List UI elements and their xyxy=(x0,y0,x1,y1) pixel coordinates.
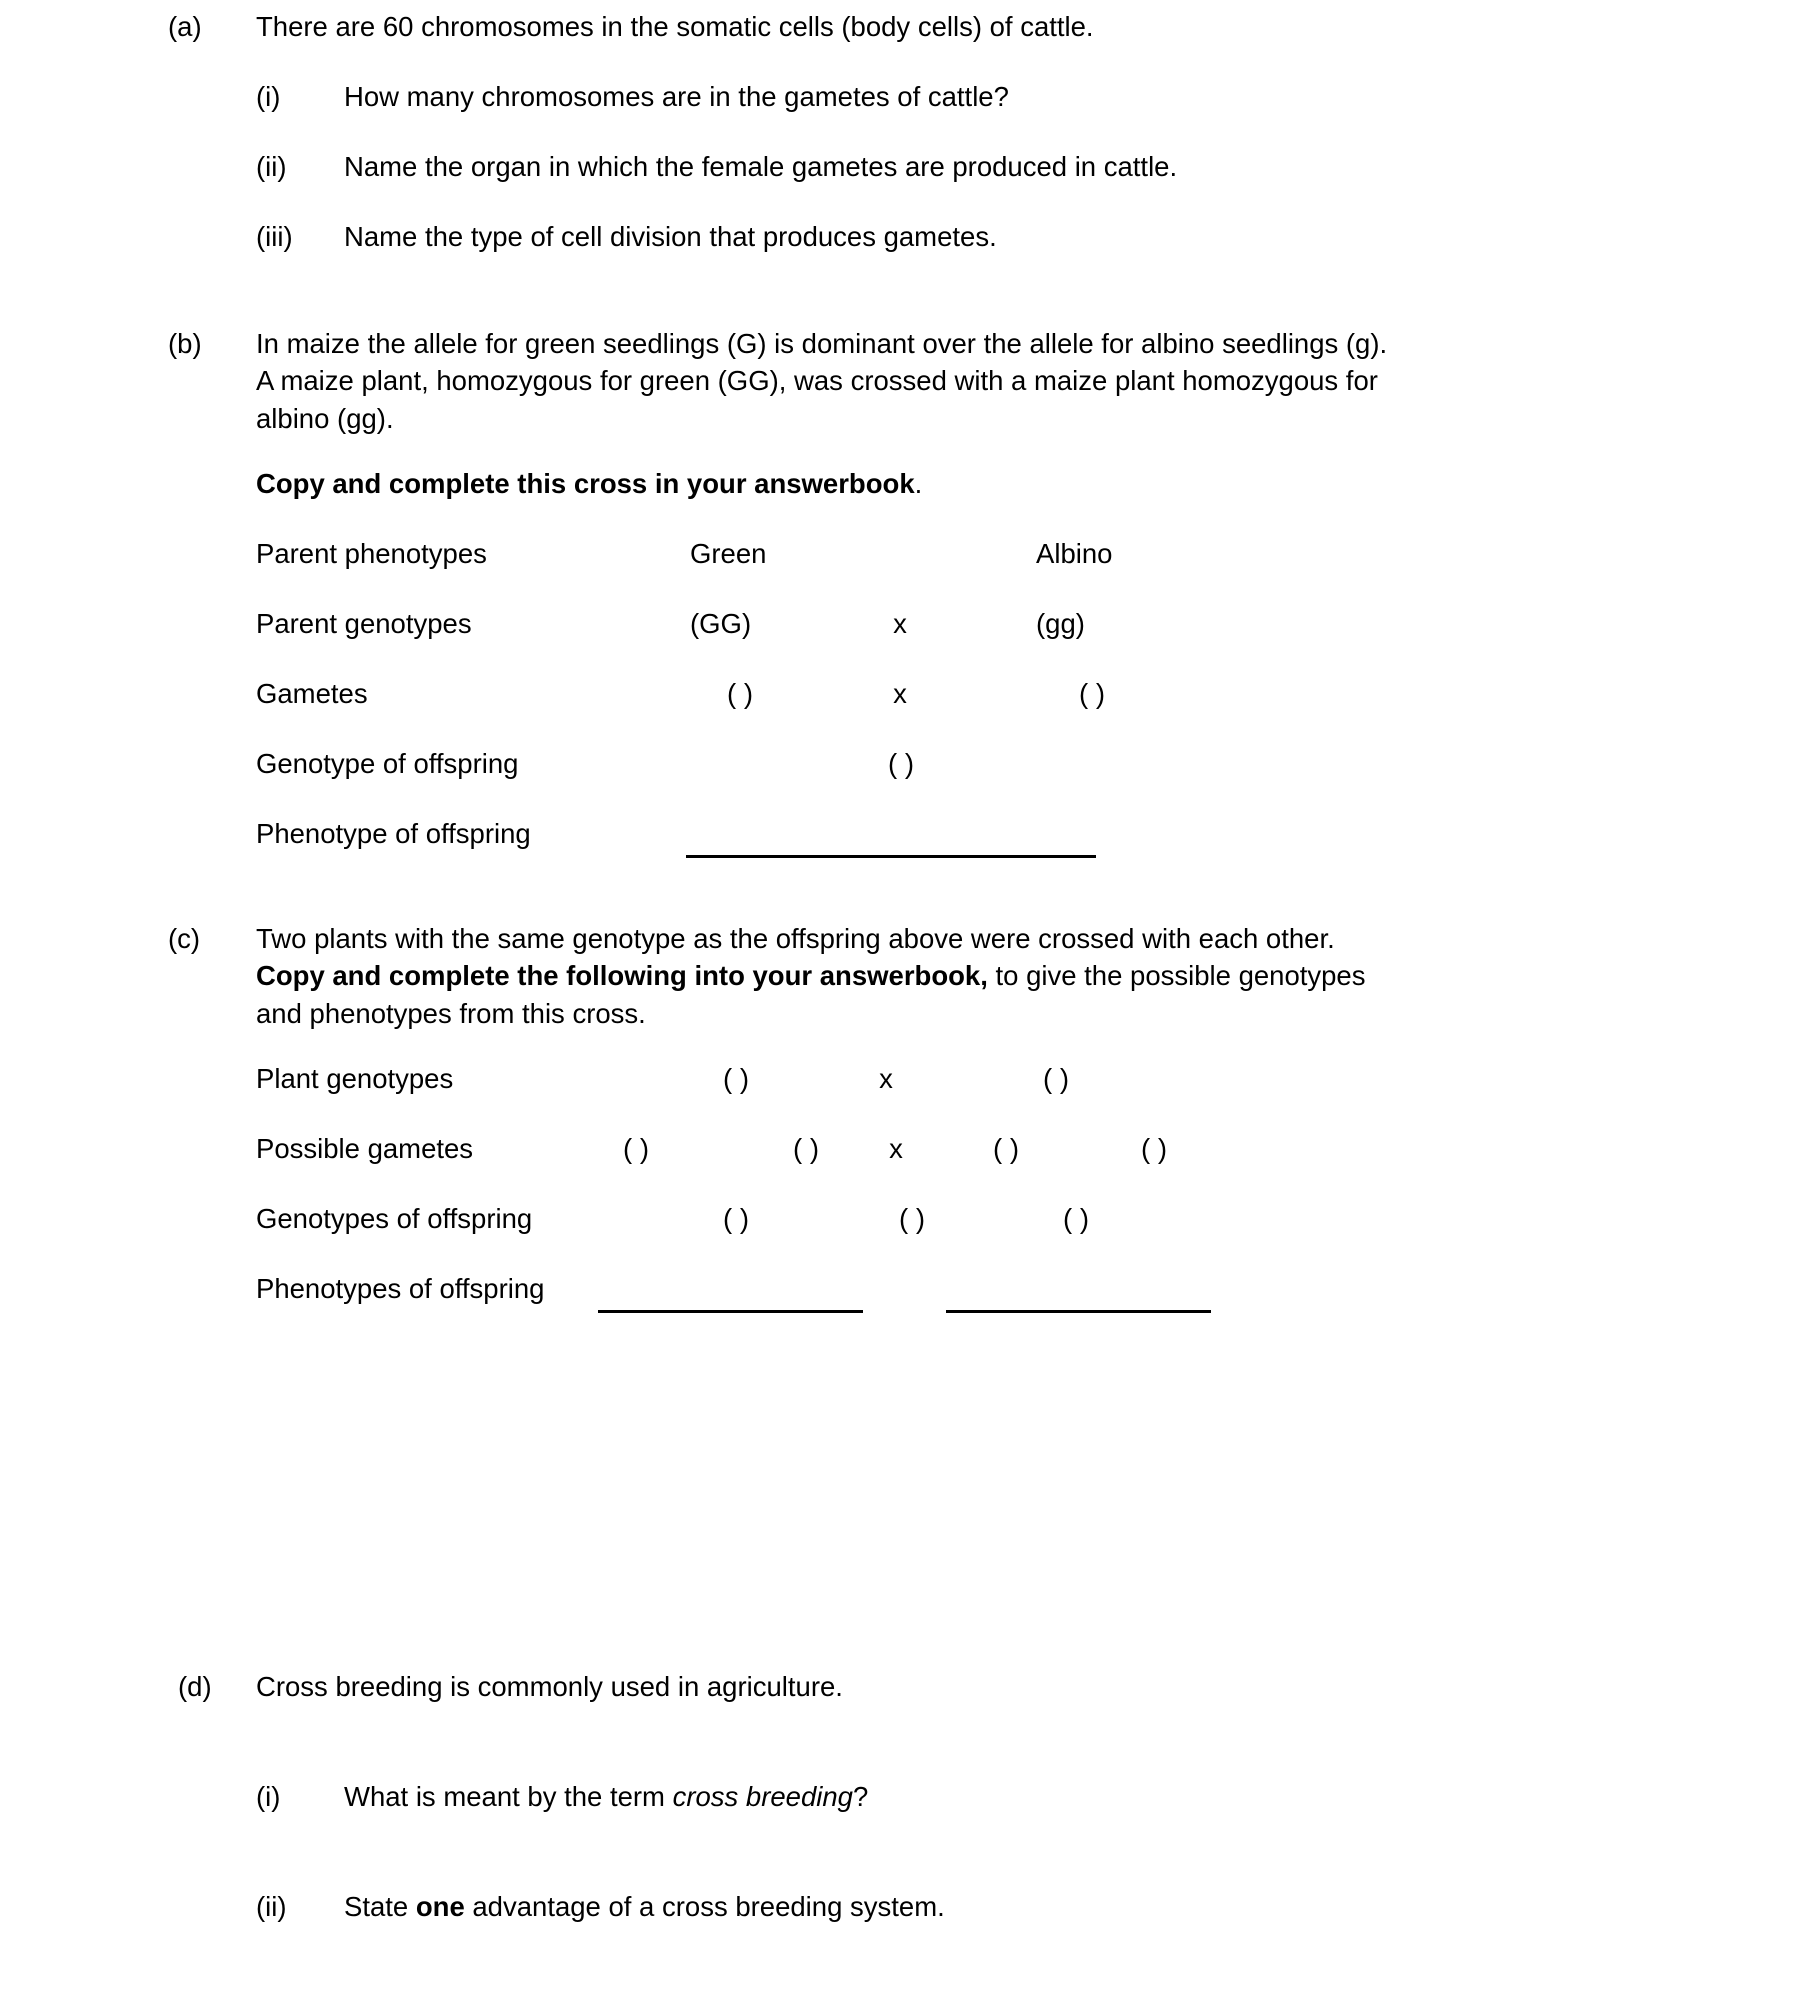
part-a-iii-label: (iii) xyxy=(256,221,293,252)
part-d-i-label: (i) xyxy=(256,1781,281,1812)
cross-b-row-parent-genotypes xyxy=(256,605,1556,675)
part-a-label: (a) xyxy=(168,11,202,42)
part-d-ii-text-bold: one xyxy=(415,1891,465,1922)
question-part-d-ii xyxy=(256,1888,1676,1925)
cross-b-row-genotype-offspring xyxy=(256,745,1556,815)
cross-b-row-parent-phenotypes xyxy=(256,535,1556,605)
question-part-d xyxy=(178,1668,1678,1705)
cross-c-gamete-2: ( ) xyxy=(793,1133,819,1164)
part-c-stem-line-1: Two plants with the same genotype as the offspring above were crossed with each other. xyxy=(256,923,1335,954)
part-c-stem-line-2 xyxy=(256,957,1688,994)
cross-c-plant-genotype-left: ( ) xyxy=(723,1063,749,1094)
part-a-ii-label: (ii) xyxy=(256,151,287,182)
part-d-i-text xyxy=(344,1778,1676,1815)
part-d-i-text-pre: What is meant by the term xyxy=(344,1781,673,1812)
cross-b-cell-right: Albino xyxy=(1036,538,1113,569)
cross-diagram-b xyxy=(256,535,1556,885)
cross-b-label-parent-genotypes: Parent genotypes xyxy=(256,608,472,639)
cross-c-gamete-cross-symbol: x xyxy=(889,1133,903,1164)
part-d-ii-text-pre: State xyxy=(344,1891,416,1922)
cross-c-row-possible-gametes xyxy=(256,1130,1556,1200)
part-c-stem-line-2-tail: to give the possible genotypes xyxy=(987,960,1366,992)
cross-c-row-plant-genotypes xyxy=(256,1060,1556,1130)
part-b-instruction xyxy=(256,465,922,502)
cross-c-offspring-genotype-2: ( ) xyxy=(899,1203,925,1234)
question-part-c xyxy=(168,920,1688,1032)
part-d-i-text-italic: cross breeding xyxy=(672,1781,853,1812)
question-part-b xyxy=(168,325,1688,437)
cross-b-genotype-cross-symbol: x xyxy=(893,608,907,639)
question-part-a-i xyxy=(256,78,1676,115)
cross-b-genotype-left: (GG) xyxy=(690,608,752,639)
cross-b-row-phenotype-offspring xyxy=(256,815,1556,885)
part-b-stem-line-1: In maize the allele for green seedlings (G) is dominant over the allele for albino seedlings (g). xyxy=(256,328,1388,359)
part-d-ii-label: (ii) xyxy=(256,1891,287,1922)
cross-c-row-phenotypes-offspring xyxy=(256,1270,1556,1340)
cross-b-gamete-right: ( ) xyxy=(1079,678,1105,709)
part-d-ii-text xyxy=(344,1888,1676,1925)
question-part-a xyxy=(168,8,1668,45)
cross-b-genotype-right: (gg) xyxy=(1036,608,1085,639)
part-d-ii-text-post: advantage of a cross breeding system. xyxy=(464,1891,945,1922)
part-c-label: (c) xyxy=(168,923,201,954)
part-b-instruction-tail: . xyxy=(914,468,923,499)
part-c-stem-line-2-bold: Copy and complete the following into your answerbook, xyxy=(256,960,988,992)
cross-b-offspring-genotype: ( ) xyxy=(888,748,914,779)
cross-b-label-genotype-offspring: Genotype of offspring xyxy=(256,748,519,779)
cross-b-gamete-left: ( ) xyxy=(727,678,753,709)
cross-b-gamete-cross-symbol: x xyxy=(893,678,907,709)
cross-b-cell-left: Green xyxy=(690,538,767,569)
part-b-stem-line-3: albino (gg). xyxy=(256,402,394,434)
cross-c-offspring-genotype-1: ( ) xyxy=(723,1203,749,1234)
cross-b-phenotype-answer-blank[interactable] xyxy=(686,855,1096,858)
part-d-i-text-post: ? xyxy=(852,1781,869,1812)
cross-c-label-genotypes-offspring: Genotypes of offspring xyxy=(256,1203,533,1234)
cross-c-gamete-4: ( ) xyxy=(1141,1133,1167,1164)
cross-c-offspring-genotype-3: ( ) xyxy=(1063,1203,1089,1234)
cross-c-gamete-3: ( ) xyxy=(993,1133,1019,1164)
part-b-stem xyxy=(256,325,1688,437)
cross-c-plant-genotype-right: ( ) xyxy=(1043,1063,1069,1094)
part-a-stem: There are 60 chromosomes in the somatic cells (body cells) of cattle. xyxy=(256,11,1094,42)
cross-b-row-gametes xyxy=(256,675,1556,745)
part-b-instruction-bold: Copy and complete this cross in your answerbook xyxy=(256,468,915,499)
part-d-stem: Cross breeding is commonly used in agriculture. xyxy=(256,1671,843,1702)
cross-c-plant-genotype-cross-symbol: x xyxy=(879,1063,893,1094)
part-d-label: (d) xyxy=(178,1671,212,1702)
cross-c-row-genotypes-offspring xyxy=(256,1200,1556,1270)
cross-b-label-phenotype-offspring: Phenotype of offspring xyxy=(256,818,531,849)
part-a-iii-text: Name the type of cell division that produces gametes. xyxy=(344,221,997,252)
cross-c-phenotype-answer-blank-1[interactable] xyxy=(598,1310,863,1313)
cross-b-label-parent-phenotypes: Parent phenotypes xyxy=(256,538,487,569)
cross-c-label-phenotypes-offspring: Phenotypes of offspring xyxy=(256,1273,545,1304)
part-a-i-label: (i) xyxy=(256,81,281,112)
part-c-stem-line-3: and phenotypes from this cross. xyxy=(256,997,646,1029)
part-b-label: (b) xyxy=(168,328,202,359)
cross-c-gamete-1: ( ) xyxy=(623,1133,649,1164)
cross-diagram-c xyxy=(256,1060,1556,1340)
cross-b-label-gametes: Gametes xyxy=(256,678,368,709)
part-a-i-text: How many chromosomes are in the gametes of cattle? xyxy=(344,81,1009,112)
part-a-ii-text: Name the organ in which the female gametes are produced in cattle. xyxy=(344,151,1178,182)
question-part-a-iii xyxy=(256,218,1676,255)
part-b-stem-line-2: A maize plant, homozygous for green (GG), was crossed with a maize plant homozygous for xyxy=(256,365,1378,397)
cross-c-phenotype-answer-blank-2[interactable] xyxy=(946,1310,1211,1313)
question-part-d-i xyxy=(256,1778,1676,1815)
part-c-stem xyxy=(256,920,1688,1032)
cross-c-label-possible-gametes: Possible gametes xyxy=(256,1133,474,1164)
question-part-a-ii xyxy=(256,148,1676,185)
cross-c-label-plant-genotypes: Plant genotypes xyxy=(256,1063,454,1094)
